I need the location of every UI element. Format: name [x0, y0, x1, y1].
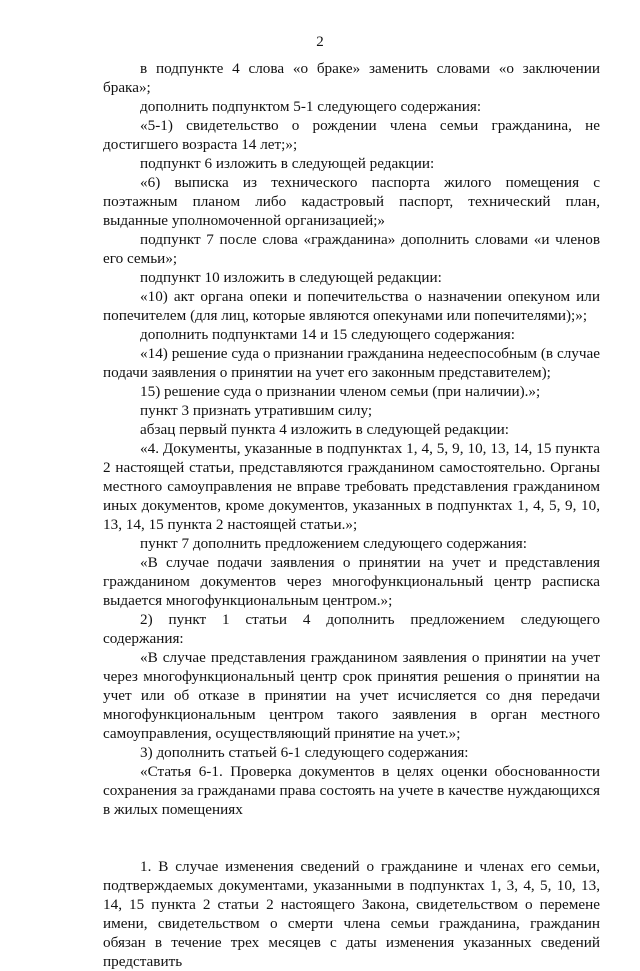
paragraph: 1. В случае изменения сведений о гражданине и членах его семьи, подтверждаемых документами, указанными в подпунктах 1, 3, 4, 5, 10, 13, 14, 15 пункта 2 статьи 2 настоящего Закона, свидетельством о перемене имени, свидетельством о смерти члена семьи гражданина, гражданин обязан в течение трех месяцев с даты изменения указанных сведений представить: [103, 858, 600, 970]
paragraph: дополнить подпунктами 14 и 15 следующего содержания:: [140, 326, 515, 343]
paragraph: «6) выписка из технического паспорта жилого помещения с поэтажным планом либо кадастровый паспорт, технический план, выданные уполномоченной организацией;»: [103, 174, 600, 229]
paragraph: «5-1) свидетельство о рождении члена семьи гражданина, не достигшего возраста 14 лет;»;: [103, 117, 600, 153]
paragraph: «10) акт органа опеки и попечительства о назначении опекуном или попечителем (для лиц, которые являются опекунами или попечителями);»;: [103, 288, 600, 324]
paragraph: «В случае представления гражданином заявления о принятии на учет через многофункциональный центр срок принятия решения о принятии на учет или об отказе в принятии на учет исчисляется со дня передачи многофункциональным центром такого заявления в орган местного самоуправления, осуществляющий принятие на учет.»;: [103, 649, 600, 742]
paragraph: в подпункте 4 слова «о браке» заменить словами «о заключении брака»;: [103, 60, 600, 96]
paragraph: 15) решение суда о признании членом семьи (при наличии).»;: [140, 383, 541, 400]
page-number: 2: [316, 34, 324, 50]
paragraph: «В случае подачи заявления о принятии на учет и представления гражданином документов через многофункциональный центр расписка выдается многофункциональным центром.»;: [103, 554, 600, 609]
paragraph: подпункт 10 изложить в следующей редакции:: [140, 269, 442, 286]
document-body: [103, 59, 600, 971]
paragraph: 2) пункт 1 статьи 4 дополнить предложением следующего содержания:: [103, 611, 600, 647]
paragraph: 3) дополнить статьей 6-1 следующего содержания:: [140, 744, 469, 761]
paragraph: пункт 7 дополнить предложением следующего содержания:: [140, 535, 527, 552]
paragraph: абзац первый пункта 4 изложить в следующей редакции:: [140, 421, 510, 438]
paragraph: подпункт 7 после слова «гражданина» дополнить словами «и членов его семьи»;: [103, 231, 600, 267]
paragraph: подпункт 6 изложить в следующей редакции:: [140, 155, 435, 172]
paragraph: «4. Документы, указанные в подпунктах 1, 4, 5, 9, 10, 13, 14, 15 пункта 2 настоящей статьи, представляются гражданином самостоятельно. Органы местного самоуправления не вправе требовать представления гражданином иных документов, кроме документов, указанных в подпунктах 1, 4, 5, 9, 10, 13, 14, 15 пункта 2 настоящей статьи.»;: [103, 440, 600, 533]
paragraph: дополнить подпунктом 5-1 следующего содержания:: [140, 98, 482, 115]
paragraph: пункт 3 признать утратившим силу;: [140, 402, 373, 419]
article-heading: «Статья 6-1. Проверка документов в целях оценки обоснованности сохранения за гражданами права состоять на учете в качестве нуждающихся в жилых помещениях: [103, 763, 600, 818]
paragraph: «14) решение суда о признании гражданина недееспособным (в случае подачи заявления о принятии на учет его законным представителем);: [103, 345, 600, 381]
